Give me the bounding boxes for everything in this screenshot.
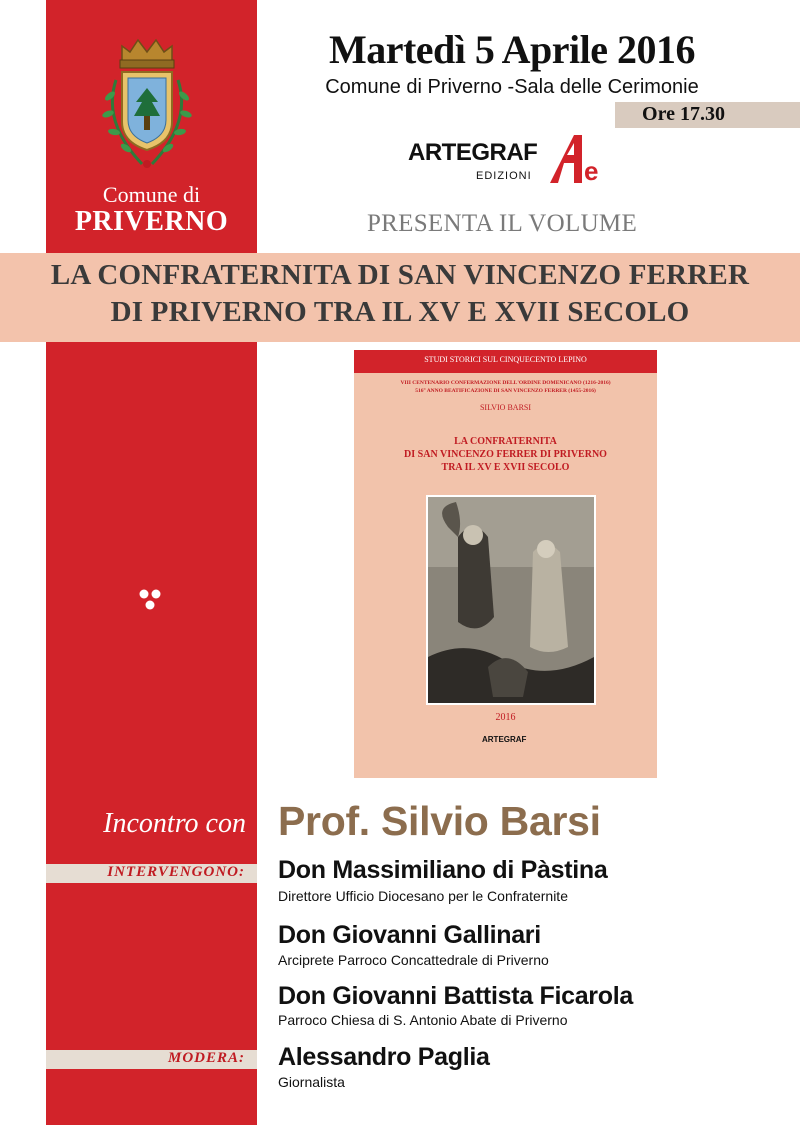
cover-series: STUDI STORICI SUL CINQUECENTO LEPINO bbox=[424, 355, 587, 364]
cover-subtitle-2: 516° ANNO BEATIFICAZIONE DI SAN VINCENZO FERRER (1455-2016) bbox=[415, 388, 596, 394]
cover-painting-image bbox=[426, 495, 596, 705]
guest-name: Don Giovanni Gallinari bbox=[278, 921, 541, 949]
guest-role: Direttore Ufficio Diocesano per le Confraternite bbox=[278, 888, 568, 904]
intervene-label: INTERVENGONO: bbox=[107, 864, 245, 880]
guest-role: Parroco Chiesa di S. Antonio Abate di Priverno bbox=[278, 1012, 568, 1028]
moderator-label: MODERA: bbox=[167, 1050, 245, 1066]
publisher-mark-icon bbox=[544, 133, 618, 185]
three-dots-ornament-icon bbox=[134, 587, 166, 613]
main-speaker: Prof. Silvio Barsi bbox=[278, 798, 601, 844]
cover-year: 2016 bbox=[495, 712, 516, 723]
cover-title-1: LA CONFRATERNITA bbox=[454, 436, 557, 447]
cover-publisher: ARTEGRAF bbox=[482, 735, 527, 744]
moderator-role: Giornalista bbox=[278, 1074, 345, 1090]
guest-role: Arciprete Parroco Concattedrale di Priverno bbox=[278, 952, 549, 968]
guest-name: Don Giovanni Battista Ficarola bbox=[278, 982, 633, 1010]
svg-text:e: e bbox=[584, 156, 599, 185]
event-date: Martedì 5 Aprile 2016 bbox=[328, 27, 696, 72]
municipality-label: Comune di bbox=[102, 182, 201, 207]
publisher-name: ARTEGRAF bbox=[408, 139, 538, 166]
meeting-intro: Incontro con bbox=[103, 808, 246, 839]
book-title-line-2: DI PRIVERNO TRA IL XV E XVII SECOLO bbox=[110, 296, 690, 328]
cover-subtitle-1: VIII CENTENARIO CONFERMAZIONE DELL'ORDINE DOMENICANO (1216-2016) bbox=[400, 380, 611, 386]
book-title-line-1: LA CONFRATERNITA DI SAN VINCENZO FERRER bbox=[50, 259, 750, 291]
coat-of-arms-icon bbox=[92, 32, 202, 182]
cover-author: SILVIO BARSI bbox=[479, 403, 532, 412]
book-cover bbox=[354, 350, 657, 778]
guest-name: Don Massimiliano di Pàstina bbox=[278, 856, 608, 884]
cover-title-3: TRA IL XV E XVII SECOLO bbox=[441, 462, 570, 473]
presents-label: PRESENTA IL VOLUME bbox=[366, 210, 638, 237]
publisher-logo bbox=[408, 135, 618, 187]
moderator-name: Alessandro Paglia bbox=[278, 1043, 490, 1071]
publisher-subtitle: EDIZIONI bbox=[476, 170, 532, 182]
municipality-name: PRIVERNO bbox=[74, 206, 229, 237]
cover-title-2: DI SAN VINCENZO FERRER DI PRIVERNO bbox=[404, 449, 607, 460]
event-time: Ore 17.30 bbox=[642, 103, 725, 125]
event-venue: Comune di Priverno -Sala delle Cerimonie bbox=[325, 76, 699, 98]
